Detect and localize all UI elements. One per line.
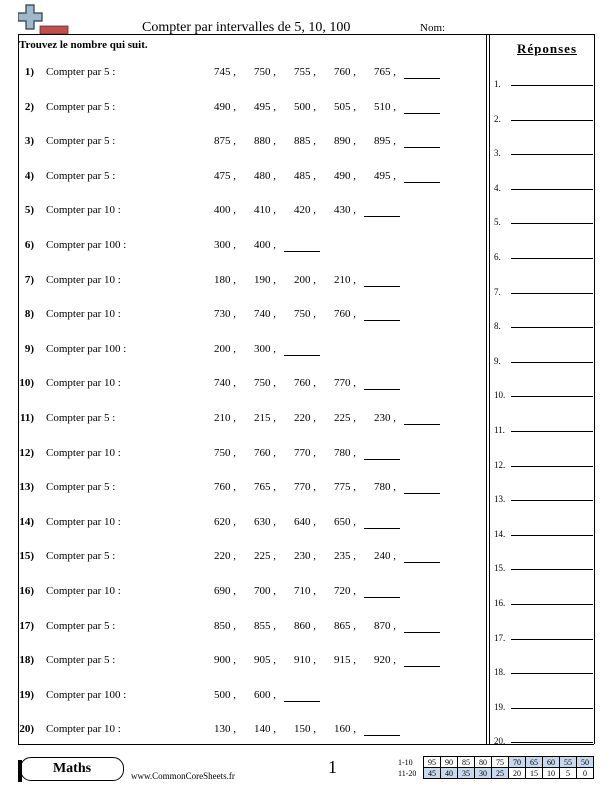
score-key-cell: 90 [441, 757, 458, 768]
problem-number: 3) [24, 135, 34, 148]
score-key [396, 756, 594, 779]
score-key-row [396, 768, 594, 779]
problem-number: 15) [19, 550, 34, 563]
sequence-term: 620 , [214, 515, 236, 528]
answer-line[interactable] [511, 293, 593, 294]
sequence-term: 300 , [214, 239, 236, 251]
sequence-term: 475 , [214, 169, 236, 182]
sequence-term: 750 , [214, 446, 236, 459]
answer-slot [494, 321, 501, 331]
problem-row [0, 481, 486, 501]
answer-blank[interactable] [364, 274, 400, 287]
sequence [196, 689, 320, 702]
answer-line[interactable] [511, 535, 593, 536]
sequence-term: 885 , [294, 135, 316, 148]
sequence-term: 640 , [294, 515, 316, 528]
sequence [196, 412, 440, 425]
score-key-cell: 45 [424, 768, 441, 779]
sequence-term: 765 , [374, 66, 396, 78]
sequence-term: 190 , [254, 273, 276, 286]
problem-row [0, 101, 486, 121]
sequence-term: 600 , [254, 688, 276, 701]
sequence-term: 865 , [334, 619, 356, 632]
problem-number: 20) [19, 723, 34, 736]
sequence [196, 481, 440, 494]
problem-row [0, 550, 486, 570]
score-key-cell: 70 [509, 757, 526, 768]
answer-slot [494, 598, 505, 608]
answer-line[interactable] [511, 466, 593, 467]
sequence-term: 200 , [294, 273, 316, 286]
sequence-term: 630 , [254, 515, 276, 528]
problem-row [0, 170, 486, 190]
answer-blank[interactable] [364, 585, 400, 598]
sequence [196, 135, 440, 148]
score-key-row [396, 757, 594, 768]
answer-number: 11. [494, 425, 505, 435]
sequence-term: 160 , [334, 723, 356, 736]
sequence [196, 343, 320, 356]
answer-blank[interactable] [404, 654, 440, 667]
sequence-term: 750 , [254, 66, 276, 78]
answer-number: 2. [494, 113, 501, 124]
sequence-term: 900 , [214, 654, 236, 667]
problem-number: 17) [19, 619, 34, 632]
answer-line[interactable] [511, 396, 593, 397]
answer-number: 7. [494, 286, 501, 297]
sequence [196, 585, 400, 598]
sequence-term: 760 , [214, 481, 236, 494]
sequence-term: 745 , [214, 66, 236, 78]
answer-blank[interactable] [364, 204, 400, 217]
sequence-term: 495 , [374, 169, 396, 182]
answer-line[interactable] [511, 639, 593, 640]
instructions: Trouvez le nombre qui suit. [19, 39, 148, 51]
problem-number: 14) [19, 515, 34, 528]
sequence-term: 760 , [294, 377, 316, 390]
problem-label: Compter par 5 : [46, 100, 116, 113]
answer-number: 14. [494, 528, 506, 539]
problem-number: 6) [24, 239, 34, 251]
score-key-cell: 35 [458, 768, 475, 779]
answer-line[interactable] [511, 154, 593, 155]
answer-slot [494, 148, 501, 158]
sequence-term: 770 , [334, 377, 356, 390]
sequence-term: 200 , [214, 342, 236, 355]
answer-blank[interactable] [404, 66, 440, 79]
score-key-cell: 0 [577, 768, 594, 779]
problem-label: Compter par 5 : [46, 412, 116, 424]
sequence-term: 180 , [214, 273, 236, 286]
answer-column-divider-inner [489, 34, 490, 744]
problem-row [0, 412, 486, 432]
name-label: Nom: [420, 22, 446, 34]
sequence-term: 220 , [214, 550, 236, 563]
sequence-term: 500 , [294, 100, 316, 113]
problem-label: Compter par 5 : [46, 654, 116, 667]
sequence-term: 750 , [254, 377, 276, 390]
sequence-term: 780 , [334, 446, 356, 459]
answer-slot [494, 356, 501, 366]
score-key-cell: 65 [526, 757, 543, 768]
answer-line[interactable] [511, 708, 593, 709]
problem-label: Compter par 10 : [46, 204, 121, 217]
problem-label: Compter par 10 : [46, 377, 121, 390]
problem-label: Compter par 5 : [46, 169, 116, 182]
problem-row [0, 723, 486, 743]
score-key-row-label: 1-10 [398, 757, 413, 767]
answer-blank[interactable] [404, 135, 440, 148]
sequence-term: 855 , [254, 619, 276, 632]
site-url: www.CommonCoreSheets.fr [131, 771, 235, 781]
answer-blank[interactable] [404, 481, 440, 494]
answer-blank[interactable] [364, 516, 400, 529]
sequence-term: 740 , [254, 308, 276, 321]
answer-blank[interactable] [404, 170, 440, 183]
sequence-term: 400 , [254, 239, 276, 251]
sequence [196, 516, 400, 529]
problem-label: Compter par 10 : [46, 273, 121, 286]
problem-number: 7) [24, 273, 34, 286]
sequence-term: 505 , [334, 100, 356, 113]
answer-line[interactable] [511, 223, 593, 224]
sequence [196, 101, 440, 114]
sequence-term: 775 , [334, 481, 356, 494]
sequence-term: 915 , [334, 654, 356, 667]
problem-row [0, 689, 486, 709]
answer-line[interactable] [511, 604, 593, 605]
answer-blank[interactable] [284, 343, 320, 356]
sequence [196, 66, 440, 79]
answer-slot [494, 460, 505, 470]
sequence-term: 490 , [334, 169, 356, 182]
page-number: 1 [328, 757, 337, 777]
answer-slot [494, 563, 505, 573]
answer-slot [494, 667, 505, 677]
sequence-term: 495 , [254, 100, 276, 113]
answer-slot [494, 79, 501, 89]
answer-line[interactable] [511, 673, 593, 674]
score-key-cell: 20 [509, 768, 526, 779]
answer-slot [494, 736, 505, 746]
score-key-cell: 55 [560, 757, 577, 768]
score-key-cell: 80 [475, 757, 492, 768]
answer-number: 5. [494, 217, 501, 228]
problem-label: Compter par 5 : [46, 135, 116, 148]
score-key-cell: 60 [543, 757, 560, 768]
answer-line[interactable] [511, 431, 593, 432]
sequence-term: 140 , [254, 723, 276, 736]
problem-number: 11) [19, 412, 34, 424]
answer-number: 1. [494, 79, 501, 89]
sequence-term: 210 , [214, 412, 236, 424]
sequence-term: 230 , [294, 550, 316, 563]
problem-number: 8) [24, 308, 34, 321]
sequence-term: 225 , [254, 550, 276, 563]
answer-number: 17. [494, 632, 506, 643]
answer-slot [494, 633, 505, 643]
answer-slot [494, 494, 505, 504]
sequence-term: 235 , [334, 550, 356, 563]
problem-row [0, 66, 486, 86]
sequence-term: 770 , [294, 446, 316, 459]
problem-number: 19) [19, 688, 34, 701]
sequence [196, 620, 440, 633]
problem-row [0, 377, 486, 397]
problem-label: Compter par 100 : [46, 688, 127, 701]
sequence [196, 447, 400, 460]
sequence-term: 480 , [254, 169, 276, 182]
problem-row [0, 654, 486, 674]
sequence [196, 170, 440, 183]
answer-blank[interactable] [404, 550, 440, 563]
problem-row [0, 239, 486, 259]
subject-badge: Maths [20, 757, 124, 781]
score-key-cell: 95 [424, 757, 441, 768]
problem-number: 9) [24, 342, 34, 355]
problem-row [0, 447, 486, 467]
sequence [196, 723, 400, 736]
problem-label: Compter par 5 : [46, 619, 116, 632]
sequence [196, 204, 400, 217]
sequence-term: 870 , [374, 619, 396, 632]
problem-number: 18) [19, 654, 34, 667]
sequence-term: 420 , [294, 204, 316, 217]
answer-number: 16. [494, 598, 506, 608]
sequence-term: 430 , [334, 204, 356, 217]
problem-label: Compter par 5 : [46, 66, 116, 78]
answer-line[interactable] [511, 85, 593, 86]
frame-bottom-rule [18, 744, 594, 745]
frame-right-rule [594, 34, 595, 744]
page-title: Compter par intervalles de 5, 10, 100 [142, 20, 351, 35]
sequence [196, 550, 440, 563]
sequence [196, 239, 320, 252]
sequence-term: 400 , [214, 204, 236, 217]
answer-line[interactable] [511, 120, 593, 121]
answer-number: 9. [494, 355, 501, 366]
answer-slot [494, 252, 501, 262]
sequence-term: 500 , [214, 688, 236, 701]
sequence-term: 905 , [254, 654, 276, 667]
answer-number: 12. [494, 459, 506, 470]
score-key-cell: 75 [492, 757, 509, 768]
score-key-cell: 50 [577, 757, 594, 768]
sequence-term: 300 , [254, 342, 276, 355]
answer-number: 6. [494, 252, 501, 262]
problem-row [0, 135, 486, 155]
sequence-term: 850 , [214, 619, 236, 632]
sequence-term: 860 , [294, 619, 316, 632]
answer-line[interactable] [511, 742, 593, 743]
sequence-term: 700 , [254, 585, 276, 597]
sequence [196, 377, 400, 390]
sequence-term: 895 , [374, 135, 396, 148]
sequence-term: 720 , [334, 585, 356, 597]
sequence [196, 274, 400, 287]
sequence-term: 910 , [294, 654, 316, 667]
sequence-term: 225 , [334, 412, 356, 424]
sequence [196, 308, 400, 321]
problem-label: Compter par 100 : [46, 239, 127, 251]
sequence-term: 740 , [214, 377, 236, 390]
sequence-term: 410 , [254, 204, 276, 217]
problem-label: Compter par 10 : [46, 515, 121, 528]
score-key-cell: 5 [560, 768, 577, 779]
problem-number: 2) [24, 100, 34, 113]
problem-label: Compter par 5 : [46, 481, 116, 494]
sequence-term: 750 , [294, 308, 316, 321]
problem-row [0, 204, 486, 224]
answer-blank[interactable] [404, 101, 440, 114]
answer-number: 4. [494, 182, 501, 193]
frame-top-rule [18, 34, 594, 35]
sequence-term: 150 , [294, 723, 316, 736]
score-key-cell: 85 [458, 757, 475, 768]
answer-line[interactable] [511, 569, 593, 570]
problem-row [0, 620, 486, 640]
answer-blank[interactable] [364, 723, 400, 736]
problem-number: 4) [24, 169, 34, 182]
sequence-term: 755 , [294, 66, 316, 78]
answer-slot [494, 183, 501, 193]
answer-slot [494, 425, 505, 435]
answer-number: 10. [494, 390, 506, 401]
sequence-term: 220 , [294, 412, 316, 424]
sequence-term: 875 , [214, 135, 236, 148]
answers-title: Réponses [517, 41, 578, 56]
problem-label: Compter par 5 : [46, 550, 116, 563]
sequence-term: 710 , [294, 585, 316, 597]
sequence-term: 690 , [214, 585, 236, 597]
answer-blank[interactable] [404, 620, 440, 633]
answer-slot [494, 114, 501, 124]
sequence-term: 485 , [294, 169, 316, 182]
answer-line[interactable] [511, 500, 593, 501]
answer-number: 19. [494, 701, 506, 712]
answer-slot [494, 287, 501, 297]
problem-label: Compter par 10 : [46, 723, 121, 736]
answer-slot [494, 390, 505, 400]
sequence-term: 215 , [254, 412, 276, 424]
problem-number: 5) [24, 204, 34, 217]
score-key-cell: 10 [543, 768, 560, 779]
score-key-cell: 15 [526, 768, 543, 779]
answer-column-divider [486, 34, 487, 744]
sequence [196, 654, 440, 667]
plus-logo-icon [18, 4, 70, 34]
answer-blank[interactable] [364, 377, 400, 390]
problem-number: 12) [19, 446, 34, 459]
answer-number: 15. [494, 563, 506, 574]
answer-line[interactable] [511, 258, 593, 259]
sequence-term: 920 , [374, 654, 396, 667]
problem-label: Compter par 10 : [46, 446, 121, 459]
sequence-term: 760 , [334, 66, 356, 78]
sequence-term: 890 , [334, 135, 356, 148]
problem-number: 16) [19, 585, 34, 597]
sequence-term: 730 , [214, 308, 236, 321]
score-key-cell: 30 [475, 768, 492, 779]
problem-row [0, 343, 486, 363]
problem-number: 13) [19, 481, 34, 494]
answer-blank[interactable] [364, 308, 400, 321]
answer-blank[interactable] [404, 412, 440, 425]
sequence-term: 230 , [374, 412, 396, 424]
sequence-term: 760 , [334, 308, 356, 321]
problem-label: Compter par 10 : [46, 308, 121, 321]
answer-number: 3. [494, 148, 501, 159]
sequence-term: 210 , [334, 273, 356, 286]
sequence-term: 880 , [254, 135, 276, 148]
answer-number: 8. [494, 321, 501, 332]
answer-blank[interactable] [364, 447, 400, 460]
sequence-term: 650 , [334, 515, 356, 528]
score-key-row-label: 11-20 [398, 768, 417, 778]
problem-row [0, 516, 486, 536]
problem-number: 1) [24, 66, 34, 78]
sequence-term: 490 , [214, 100, 236, 113]
score-key-cell: 40 [441, 768, 458, 779]
answer-slot [494, 529, 505, 539]
sequence-term: 760 , [254, 446, 276, 459]
sequence-term: 130 , [214, 723, 236, 736]
answer-blank[interactable] [284, 689, 320, 702]
answer-number: 18. [494, 667, 506, 678]
answer-line[interactable] [511, 327, 593, 328]
problem-label: Compter par 100 : [46, 342, 127, 355]
answer-slot [494, 702, 505, 712]
problem-row [0, 308, 486, 328]
sequence-term: 510 , [374, 100, 396, 113]
sequence-term: 770 , [294, 481, 316, 494]
sequence-term: 240 , [374, 550, 396, 563]
score-key-cell: 25 [492, 768, 509, 779]
answer-slot [494, 217, 501, 227]
problem-label: Compter par 10 : [46, 585, 121, 597]
problem-row [0, 274, 486, 294]
answer-line[interactable] [511, 362, 593, 363]
answer-blank[interactable] [284, 239, 320, 252]
answer-line[interactable] [511, 189, 593, 190]
problem-row [0, 585, 486, 605]
sequence-term: 765 , [254, 481, 276, 494]
answer-number: 13. [494, 494, 506, 505]
problem-number: 10) [19, 377, 34, 390]
sequence-term: 780 , [374, 481, 396, 494]
answer-number: 20. [494, 736, 506, 747]
